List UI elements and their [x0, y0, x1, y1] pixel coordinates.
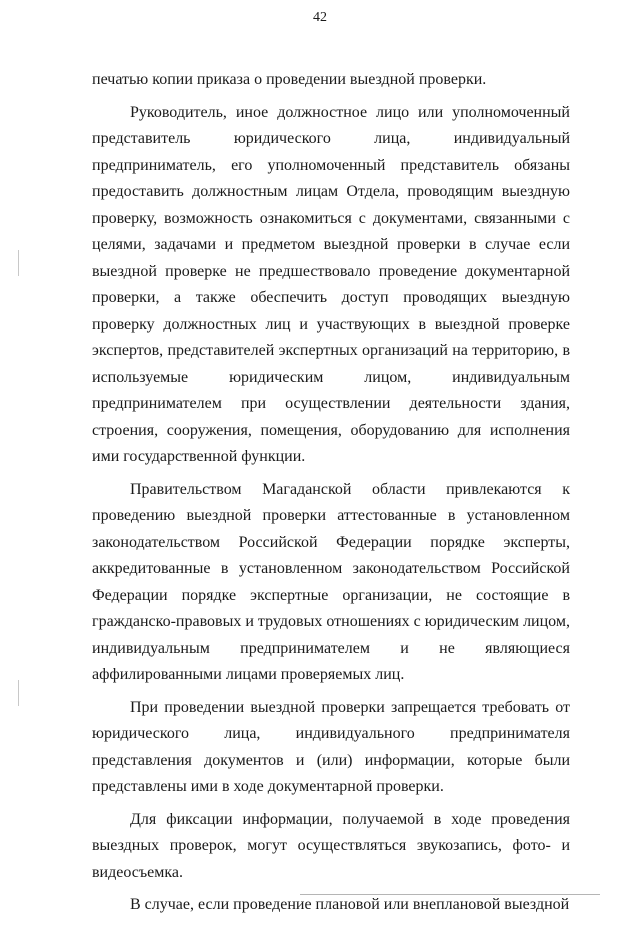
document-body: [92, 67, 570, 925]
paragraph-experts: Правительством Магаданской области привлекаются к проведению выездной проверки аттестованные в установленном законодательством Российской Федерации порядке эксперты, аккредитованные в установленном законодательством Российской Федерации порядке экспертные организации, не состоящие в гражданско-правовых и трудовых отношениях с юридическим лицом, индивидуальным предпринимателем и не являющиеся аффилированными лицами проверяемых лиц.: [92, 480, 570, 683]
paragraph-continuation: печатью копии приказа о проведении выездной проверки.: [92, 71, 487, 88]
scan-artifact-left-top: [18, 250, 19, 276]
paragraph-recording: Для фиксации информации, получаемой в ходе проведения выездных проверок, могут осуществляться звукозапись, фото- и видеосъемка.: [92, 810, 570, 881]
page-number: 42: [313, 10, 327, 25]
paragraph-case-start: В случае, если проведение плановой или внеплановой выездной: [130, 896, 570, 913]
footer-rule: [300, 894, 600, 895]
paragraph-prohibition: При проведении выездной проверки запрещается требовать от юридического лица, индивидуального предпринимателя представления документов и (или) информации, которые были представлены ими в ходе документарной проверки.: [92, 698, 570, 795]
scan-artifact-left-bottom: [18, 680, 19, 706]
paragraph-access-obligation: Руководитель, иное должностное лицо или уполномоченный представитель юридического лица, индивидуальный предприниматель, его уполномоченный представитель обязаны предоставить должностным лицам Отдела, проводящим выездную проверку, возможность ознакомиться с документами, связанными с целями, задачами и предметом выездной проверки в случае если выездной проверке не предшествовало проведение документарной проверки, а также обеспечить доступ проводящих выездную проверку должностных лиц и участвующих в выездной проверке экспертов, представителей экспертных организаций на территорию, в используемые юридическим лицом, индивидуальным предпринимателем при осуществлении деятельности здания, строения, сооружения, помещения, оборудованию для исполнения ими государственной функции.: [92, 103, 570, 465]
